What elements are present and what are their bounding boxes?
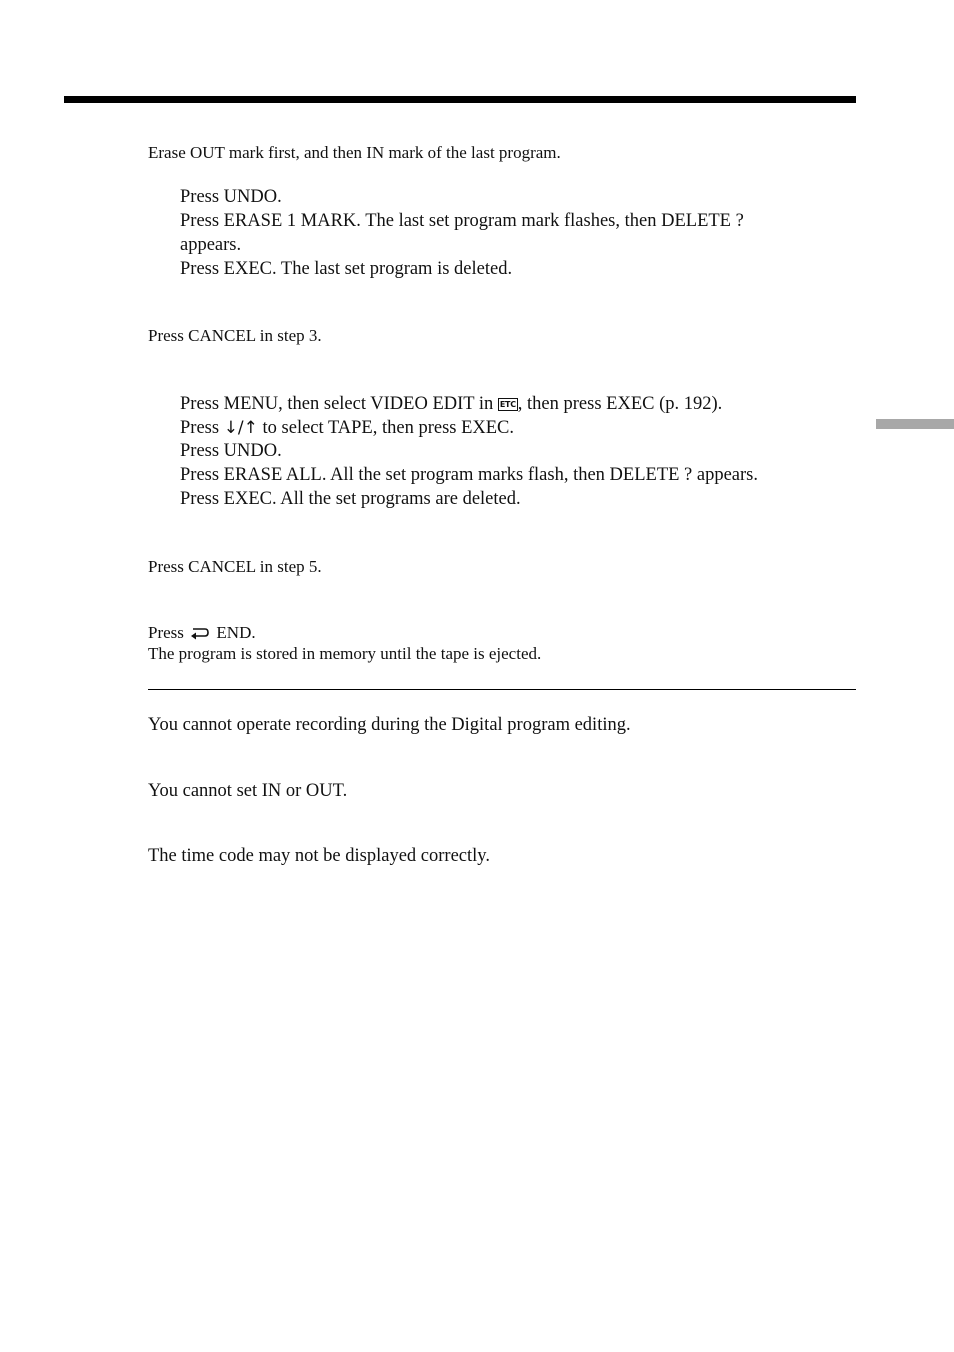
section-divider	[148, 689, 856, 690]
end-press-before: Press	[148, 623, 189, 642]
section-tab-marker	[876, 419, 954, 429]
note-in-out: You cannot set IN or OUT.	[148, 781, 348, 801]
end-note: The program is stored in memory until the tape is ejected.	[148, 644, 542, 663]
erase-last-step-1: Press UNDO.	[180, 187, 282, 207]
erase-all-step-1-before: Press MENU, then select VIDEO EDIT in	[180, 394, 498, 414]
erase-all-step-1	[180, 395, 722, 414]
erase-all-step-2	[180, 419, 514, 438]
erase-last-step-3: Press EXEC. The last set program is deleted.	[180, 259, 513, 279]
erase-last-intro: Erase OUT mark first, and then IN mark of the last program.	[148, 143, 561, 162]
erase-all-step-2-after: to select TAPE, then press EXEC.	[257, 418, 515, 438]
erase-all-cancel: Press CANCEL in step 5.	[148, 557, 322, 576]
etc-icon: ETC	[499, 400, 516, 409]
end-press-after: END.	[212, 623, 256, 642]
top-rule	[64, 96, 856, 103]
erase-all-step-5: Press EXEC. All the set programs are deleted.	[180, 489, 521, 509]
note-recording: You cannot operate recording during the Digital program editing.	[148, 715, 631, 735]
erase-all-step-3: Press UNDO.	[180, 441, 282, 461]
erase-all-step-2-before: Press	[180, 418, 224, 438]
erase-all-step-4: Press ERASE ALL. All the set program marks flash, then DELETE ? appears.	[180, 465, 758, 485]
down-up-arrow-icon: ↓/↑	[223, 418, 258, 438]
return-icon	[190, 626, 210, 640]
note-time-code: The time code may not be displayed correctly.	[148, 846, 490, 866]
erase-last-step-2-continued: appears.	[180, 235, 242, 255]
end-instruction	[148, 624, 256, 641]
erase-last-step-2: Press ERASE 1 MARK. The last set program mark flashes, then DELETE ?	[180, 211, 744, 231]
erase-last-cancel: Press CANCEL in step 3.	[148, 326, 322, 345]
erase-all-step-1-after: , then press EXEC (p. 192).	[517, 394, 723, 414]
